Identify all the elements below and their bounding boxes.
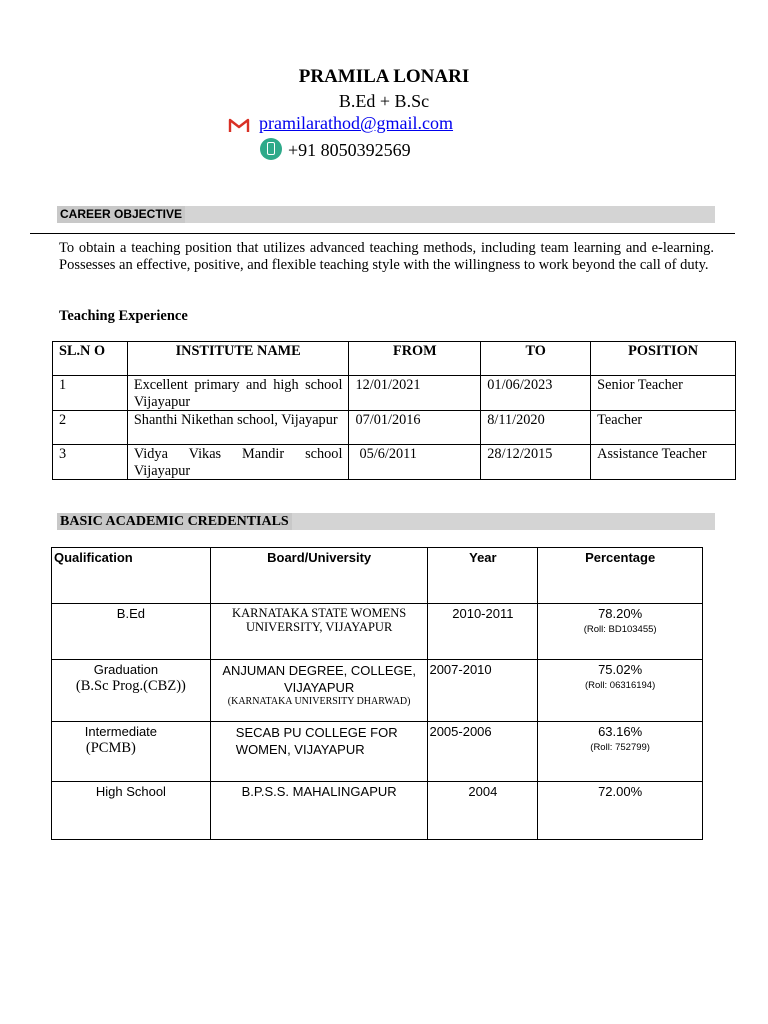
degree-line (0, 91, 768, 112)
teaching-experience-table (52, 341, 736, 480)
to-cell: 8/11/2020 (481, 411, 591, 445)
sl-cell: 1 (53, 376, 128, 411)
career-objective-text: To obtain a teaching position that utilizes advanced teaching methods, including team learning and e-learning. Possesses an effective, positive, and flexible teaching style with the willingness to work beyond the call of duty. (59, 240, 714, 273)
qualification-cell (52, 604, 211, 660)
table-row (52, 604, 703, 660)
qualification-cell (52, 782, 211, 840)
table-row (53, 376, 736, 411)
qualification-cell (52, 722, 211, 782)
phone-line (260, 140, 411, 163)
table-header-row (52, 548, 703, 604)
roll-number: (Roll: 06316194) (585, 680, 656, 691)
institute-cell: Excellent primary and high school Vijayapur (127, 376, 349, 411)
col-header-institute: INSTITUTE NAME (127, 342, 349, 376)
year-cell: 2004 (428, 782, 538, 840)
email-link[interactable]: pramilarathod@gmail.com (259, 113, 454, 133)
col-header-percentage: Percentage (538, 548, 703, 604)
position-cell: Assistance Teacher (591, 445, 736, 480)
percentage-value: 78.20% (598, 606, 643, 621)
col-header-board: Board/University (210, 548, 428, 604)
career-objective-heading: CAREER OBJECTIVE (57, 206, 185, 223)
board-detail: (KARNATAKA UNIVERSITY DHARWAD) (227, 696, 411, 707)
institute-cell: Shanthi Nikethan school, Vijayapur (127, 411, 349, 445)
from-cell: 07/01/2016 (349, 411, 481, 445)
col-header-to: TO (481, 342, 591, 376)
col-header-from: FROM (349, 342, 481, 376)
phone-number: +91 8050392569 (288, 140, 411, 160)
board-name: ANJUMAN DEGREE, COLLEGE, VIJAYAPUR (222, 663, 416, 695)
academic-credentials-table (51, 547, 703, 840)
board-name: B.P.S.S. MAHALINGAPUR (241, 784, 397, 799)
percentage-cell (538, 722, 703, 782)
year-cell: 2010-2011 (428, 604, 538, 660)
percentage-cell (538, 660, 703, 722)
academic-credentials-band (57, 513, 715, 530)
board-name: KARNATAKA STATE WOMENS UNIVERSITY, VIJAYAPUR (232, 606, 407, 634)
percentage-value: 75.02% (598, 662, 643, 677)
qualification-cell (52, 660, 211, 722)
degree-text: B.Ed + B.Sc (338, 91, 430, 111)
gmail-icon (228, 117, 250, 133)
board-cell (210, 660, 428, 722)
academic-credentials-heading: BASIC ACADEMIC CREDENTIALS (57, 513, 292, 530)
roll-number: (Roll: 752799) (590, 742, 650, 753)
from-cell: 12/01/2021 (349, 376, 481, 411)
position-cell: Senior Teacher (591, 376, 736, 411)
col-header-year: Year (428, 548, 538, 604)
email-line (228, 113, 453, 134)
sl-cell: 2 (53, 411, 128, 445)
qualification-name: B.Ed (116, 606, 145, 621)
roll-number: (Roll: BD103455) (583, 624, 657, 635)
qualification-detail: (B.Sc Prog.(CBZ)) (75, 678, 186, 694)
candidate-name: PRAMILA LONARI (298, 66, 470, 87)
col-header-position: POSITION (591, 342, 736, 376)
from-cell: 05/6/2011 (349, 445, 481, 480)
career-objective-band (57, 206, 715, 223)
board-name: SECAB PU COLLEGE FOR WOMEN, VIJAYAPUR (235, 725, 398, 757)
qualification-detail: (PCMB) (85, 740, 136, 756)
percentage-value: 63.16% (598, 724, 643, 739)
qualification-name: Intermediate (84, 724, 158, 739)
table-row (52, 782, 703, 840)
percentage-cell (538, 782, 703, 840)
phone-icon (260, 138, 282, 160)
table-header-row (53, 342, 736, 376)
to-cell: 01/06/2023 (481, 376, 591, 411)
table-row (53, 445, 736, 480)
year-cell: 2007-2010 (428, 660, 538, 722)
col-header-qualification: Qualification (52, 548, 211, 604)
position-cell: Teacher (591, 411, 736, 445)
board-cell (210, 782, 428, 840)
table-row (52, 660, 703, 722)
board-cell (210, 722, 428, 782)
table-row (53, 411, 736, 445)
teaching-experience-heading: Teaching Experience (59, 308, 188, 324)
qualification-name: Graduation (93, 662, 159, 677)
board-cell (210, 604, 428, 660)
year-cell: 2005-2006 (428, 722, 538, 782)
qualification-name: High School (95, 784, 166, 799)
to-cell: 28/12/2015 (481, 445, 591, 480)
sl-cell: 3 (53, 445, 128, 480)
divider (30, 233, 735, 234)
table-row (52, 722, 703, 782)
institute-cell: Vidya Vikas Mandir school Vijayapur (127, 445, 349, 480)
percentage-cell (538, 604, 703, 660)
percentage-value: 72.00% (598, 784, 643, 799)
col-header-sl: SL.N O (53, 342, 128, 376)
